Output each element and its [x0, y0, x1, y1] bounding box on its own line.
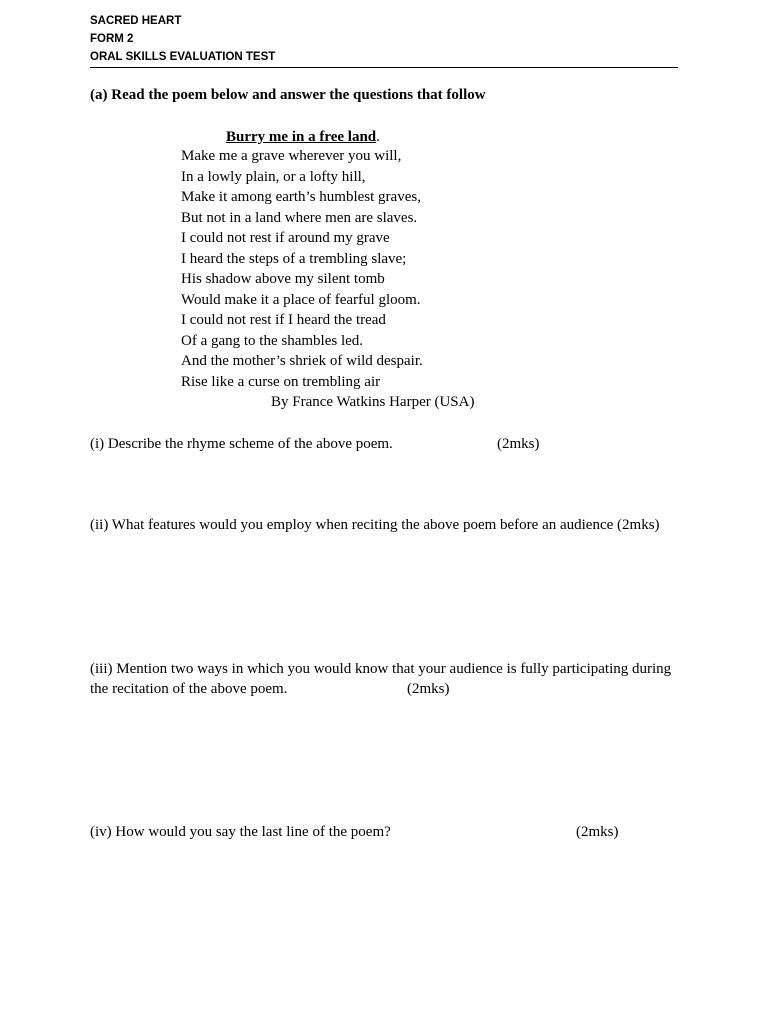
poem-line: Would make it a place of fearful gloom. — [181, 291, 421, 308]
poem-line: I could not rest if around my grave — [181, 230, 390, 246]
poem-line: I heard the steps of a trembling slave; — [181, 250, 407, 267]
school-name: SACRED HEART — [90, 15, 182, 27]
question-1-text: (i) Describe the rhyme scheme of the above poem. — [90, 436, 393, 452]
poem-line: In a lowly plain, or a lofty hill, — [181, 168, 366, 185]
poem-body — [181, 146, 423, 392]
poem-title-punctuation: . — [376, 129, 380, 145]
form-level: FORM 2 — [90, 33, 134, 45]
section-instruction: (a) Read the poem below and answer the questions that follow — [90, 87, 486, 103]
question-3-line-1: (iii) Mention two ways in which you would know that your audience is fully participating during — [90, 661, 672, 677]
poem-title-line — [226, 127, 380, 147]
question-2-text: (ii) What features would you employ when reciting the above poem before an audience (2mks) — [90, 517, 660, 533]
poem-line: And the mother’s shriek of wild despair. — [181, 353, 423, 369]
poem-line: His shadow above my silent tomb — [181, 271, 385, 287]
question-1-marks: (2mks) — [497, 436, 540, 452]
poem-line: Of a gang to the shambles led. — [181, 332, 364, 349]
document-header — [90, 12, 678, 68]
poem-title: Burry me in a free land — [226, 129, 377, 145]
question-4-marks: (2mks) — [576, 824, 619, 840]
poem-line: I could not rest if I heard the tread — [181, 312, 386, 328]
poem-line: But not in a land where men are slaves. — [181, 209, 418, 226]
question-3-line-2: the recitation of the above poem. — [90, 681, 288, 697]
question-3-marks: (2mks) — [407, 681, 450, 697]
question-4-text: (iv) How would you say the last line of the poem? — [90, 824, 391, 840]
poem-author: By France Watkins Harper (USA) — [271, 394, 475, 410]
test-title: ORAL SKILLS EVALUATION TEST — [90, 51, 276, 63]
poem-line: Make me a grave wherever you will, — [181, 148, 402, 164]
poem-line: Make it among earth’s humblest graves, — [181, 189, 421, 205]
poem-line: Rise like a curse on trembling air — [181, 373, 381, 390]
